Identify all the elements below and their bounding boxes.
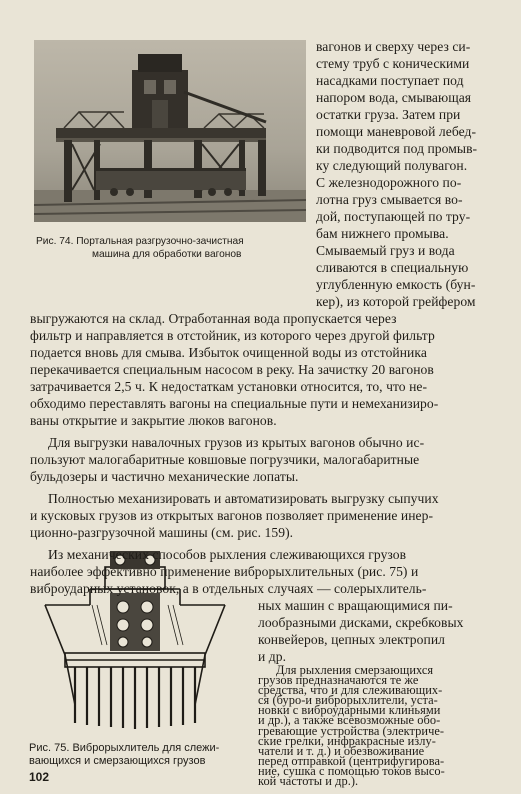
text-line-33: ных машин с вращающимися пи- (258, 598, 453, 613)
text-line-17: выгружаются на склад. Отработанная вода пропускается через (30, 311, 397, 326)
text-line-06: помощи маневровой лебед- (316, 124, 477, 139)
figure-75-caption-line-2: вающихся и смерзающихся грузов (29, 755, 206, 767)
figure-74-caption-line-2: машина для обработки вагонов (92, 249, 242, 260)
text-line-48: кой частоты и др.). (258, 773, 359, 788)
text-line-28: и кусковых грузов из открытых вагонов позволяет применение инер- (30, 508, 434, 523)
figure-74-caption-line-1: Рис. 74. Портальная разгрузочно-зачистная (36, 236, 244, 247)
text-line-09: С железнодорожного по- (316, 175, 462, 190)
text-line-05: остатки груза. Затем при (316, 107, 461, 122)
text-line-45: чатели и т. д.) и обезвоживание (258, 743, 425, 758)
text-line-13: Смываемый груз и вода (316, 243, 455, 258)
text-line-34: лообразными дисками, скребковых (258, 615, 464, 630)
text-line-46: перед отправкой (центрифугирова- (258, 753, 445, 768)
text-line-37: Для рыхления смерзающихся (276, 663, 434, 677)
text-line-22: обходимо переставлять вагоны на специальные пути и немеханизиро- (30, 396, 439, 411)
text-line-27: Полностью механизировать и автоматизировать выгрузку сыпучих (48, 491, 439, 506)
text-line-26: бульдозеры и частично механические лопаты. (30, 469, 299, 484)
text-line-20: перекачивается специальным насосом в реку. На зачистку 20 вагонов (30, 362, 434, 377)
text-line-07: ки подводится под промыв- (316, 141, 478, 156)
text-line-08: ку следующий полувагон. (316, 158, 468, 173)
text-line-41: новки с виброударными клиньями (258, 703, 441, 718)
text-line-18: фильтр и направляется в отстойник, из которого через другой фильтр (30, 328, 435, 343)
text-line-04: напором вода, смывающая (316, 90, 472, 105)
text-line-36: и др. (258, 649, 287, 664)
page-number: 102 (29, 770, 50, 784)
text-line-19: подается вновь для смыва. Избыток очищенной воды из отстойника (30, 345, 427, 360)
figure-74-photo (34, 40, 306, 222)
text-line-31: наиболее эффективно применение виброрыхлительных (рис. 75) и (30, 564, 419, 579)
text-line-43: гревающие устройства (электриче- (258, 723, 445, 738)
text-line-11: дой, поступающей по тру- (316, 209, 471, 224)
text-line-44: ские грелки, инфракрасные излу- (258, 733, 436, 748)
text-line-02: стему труб с коническими (316, 56, 470, 71)
text-line-38: грузов предназначаются те же (258, 673, 419, 688)
text-line-14: сливаются в специальную (316, 260, 469, 275)
text-line-47: ние, сушка с помощью токов высо- (258, 763, 445, 778)
text-line-10: лотна груз смывается во- (316, 192, 463, 207)
text-line-23: ваны открытие и закрытие люков вагонов. (30, 413, 277, 428)
text-line-35: конвейеров, цепных электропил (258, 632, 445, 647)
text-line-01: вагонов и сверху через си- (316, 39, 471, 54)
text-line-42: и др.), а также всевозможные обо- (258, 713, 441, 728)
text-line-24: Для выгрузки навалочных грузов из крытых вагонов обычно ис- (48, 435, 425, 450)
text-line-29: ционно-разгрузочной машины (см. рис. 159). (30, 525, 294, 540)
text-line-32: виброударных установок, а в отдельных случаях — солерыхлитель- (30, 581, 427, 596)
text-line-25: пользуют малогабаритные ковшовые погрузчики, малогабаритные (30, 452, 420, 467)
text-line-21: затрачивается 2,5 ч. К недостаткам установки относится, то, что не- (30, 379, 428, 394)
text-line-30: Из механических способов рыхления слеживающихся грузов (48, 547, 407, 562)
text-line-15: углубленную емкость (бун- (316, 277, 476, 292)
text-line-40: ся (буро-и виброрыхлители, уста- (258, 693, 438, 708)
figure-75-caption-line-1: Рис. 75. Виброрыхлитель для слежи- (29, 742, 220, 754)
text-line-16: кер), из которой грейфером (316, 294, 476, 309)
text-line-12: бам нижнего промыва. (316, 226, 449, 241)
portal-machine-image (34, 40, 306, 222)
text-line-03: насадками поступает под (316, 73, 464, 88)
text-line-39: средства, что и для слеживающих- (258, 683, 443, 698)
